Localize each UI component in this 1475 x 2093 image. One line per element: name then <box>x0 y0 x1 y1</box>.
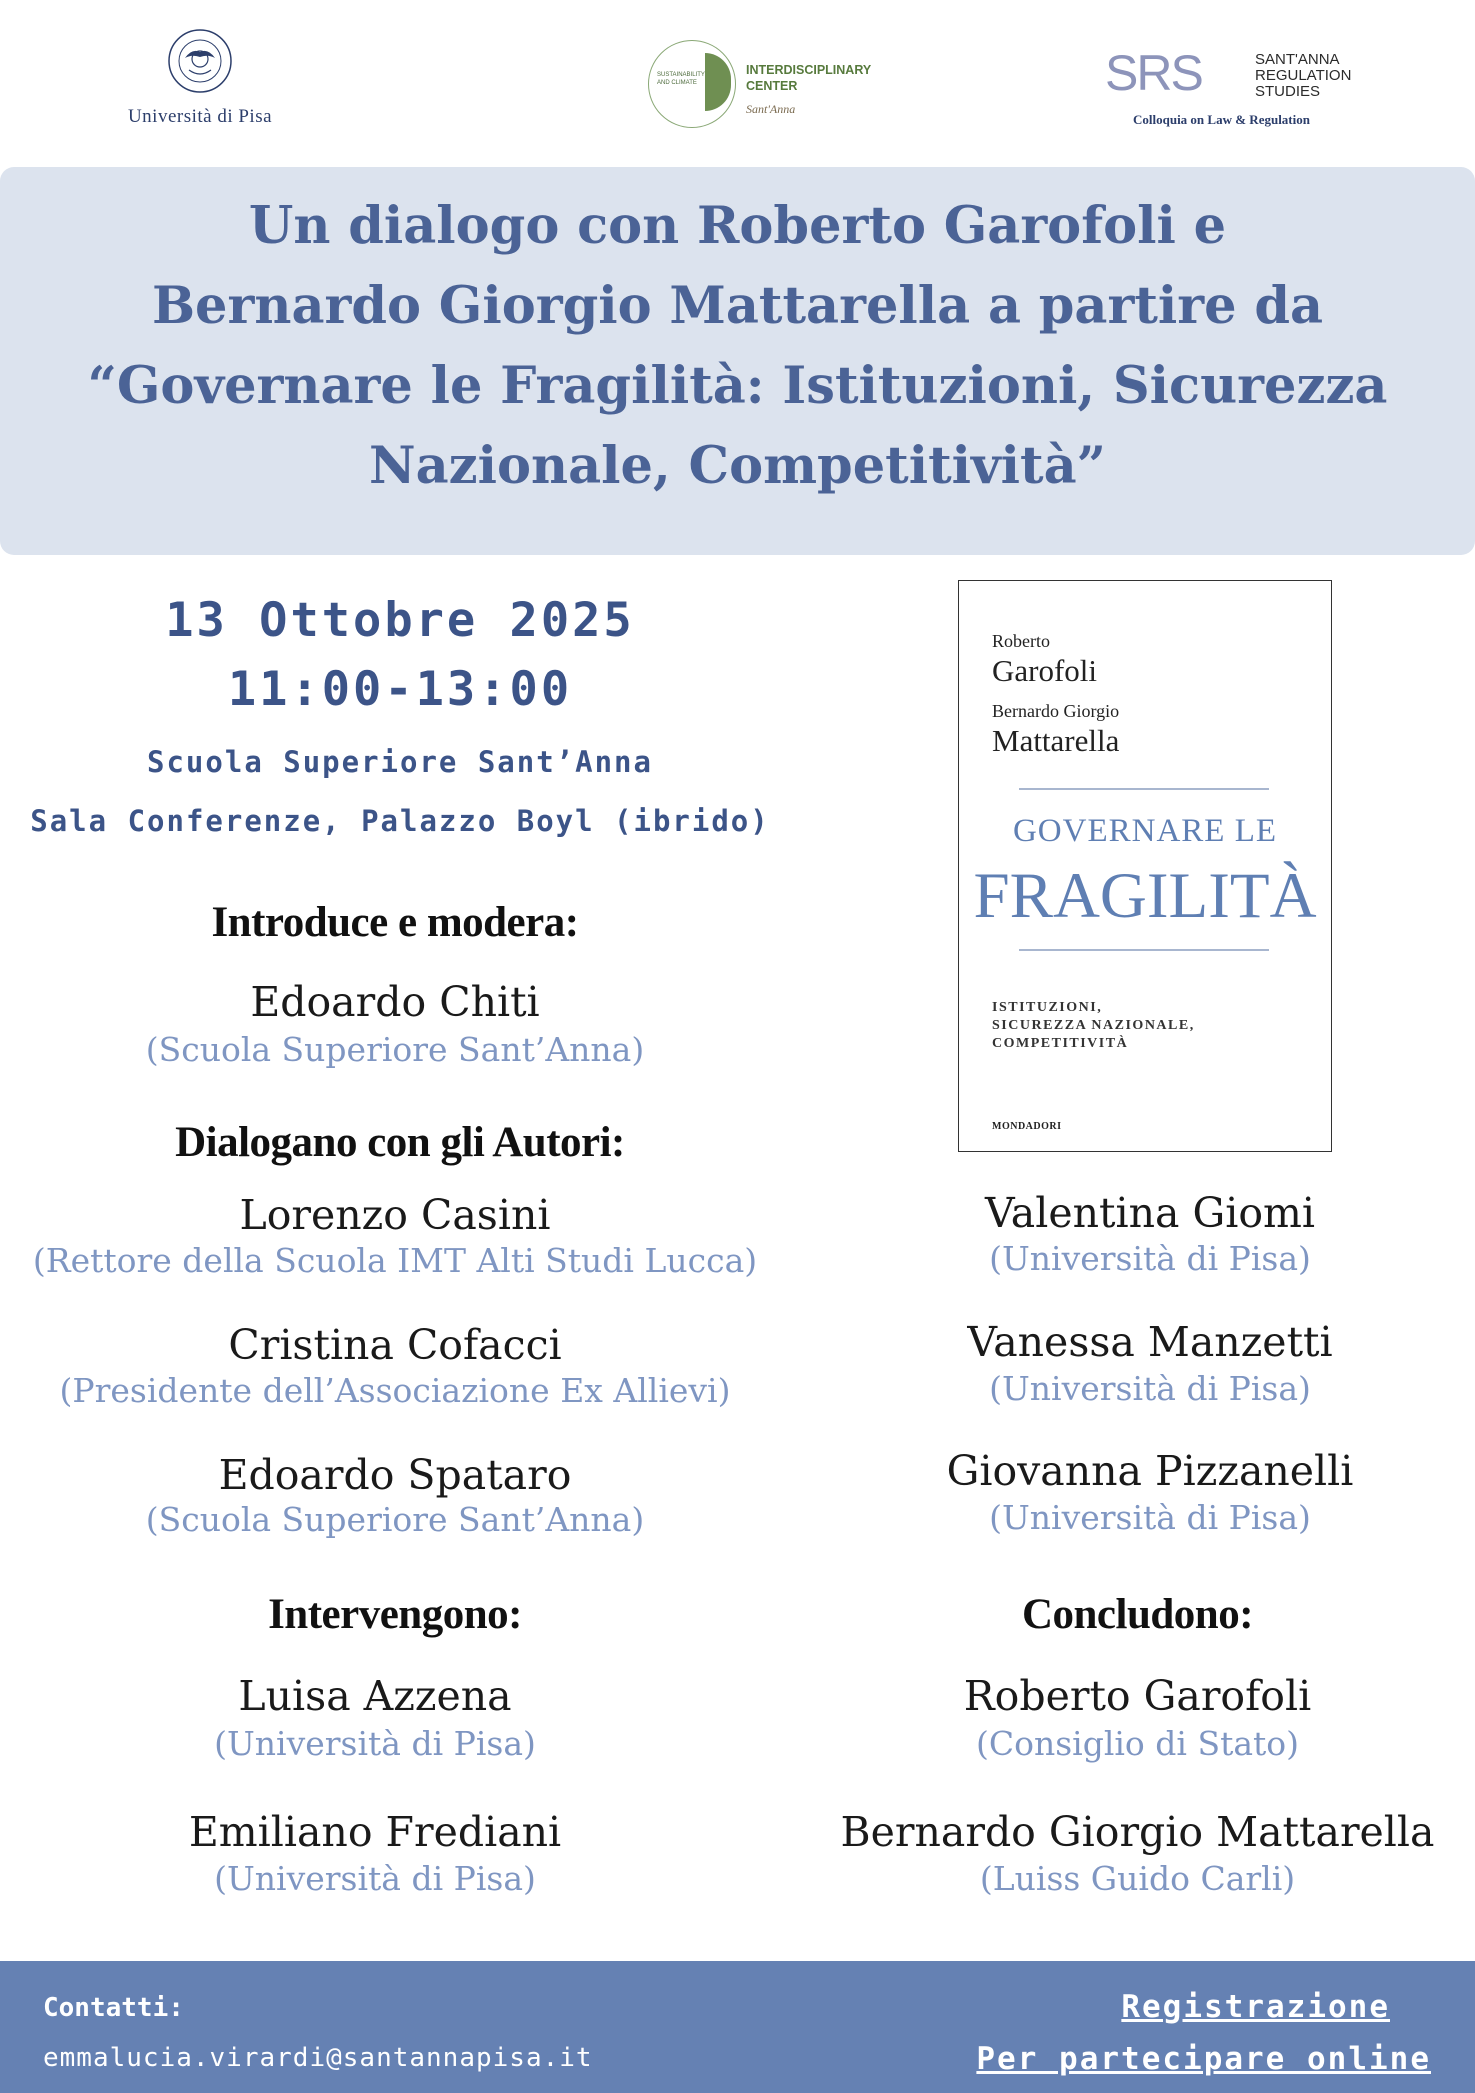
person-affiliation: (Luiss Guido Carli) <box>979 1859 1296 1898</box>
contact-email[interactable]: emmalucia.virardi@santannapisa.it <box>43 2043 593 2073</box>
book-subtitle-line-2: SICUREZZA NAZIONALE, <box>992 1018 1195 1033</box>
person-affiliation: (Università di Pisa) <box>989 1239 1311 1278</box>
person-affiliation: (Presidente dell’Associazione Ex Allievi) <box>59 1371 731 1410</box>
venue-line-2: Sala Conferenze, Palazzo Boyl (ibrido) <box>30 804 770 838</box>
person-affiliation: (Scuola Superiore Sant’Anna) <box>145 1030 645 1069</box>
leaf-circle-icon <box>648 40 736 128</box>
person-affiliation: (Consiglio di Stato) <box>975 1724 1300 1763</box>
book-subtitle-line-3: COMPETITIVITÀ <box>992 1036 1129 1051</box>
person-name: Vanessa Manzetti <box>967 1318 1333 1366</box>
srs-line-2: REGULATION <box>1255 67 1352 84</box>
person-affiliation: (Scuola Superiore Sant’Anna) <box>145 1500 645 1539</box>
srs-logo <box>1105 45 1365 138</box>
person-name: Giovanna Pizzanelli <box>946 1447 1354 1495</box>
person-affiliation: (Università di Pisa) <box>989 1369 1311 1408</box>
center-label <box>746 62 871 94</box>
book-author2-last: Mattarella <box>992 723 1120 758</box>
book-rule-bottom <box>1019 949 1269 951</box>
event-date: 13 Ottobre 2025 <box>165 593 635 648</box>
online-participation-link[interactable]: Per partecipare online <box>976 2041 1431 2077</box>
dialogano-heading: Dialogano con gli Autori: <box>175 1119 625 1166</box>
title-line-4: Nazionale, Competitività” <box>369 436 1106 496</box>
book-cover <box>958 580 1332 1152</box>
person-name: Edoardo Chiti <box>250 978 540 1026</box>
introduce-heading: Introduce e modera: <box>211 899 579 946</box>
footer-bar <box>0 1961 1475 2093</box>
person-affiliation: (Rettore della Scuola IMT Alti Studi Lucca) <box>32 1241 758 1280</box>
event-time: 11:00-13:00 <box>227 662 573 717</box>
registration-link[interactable]: Registrazione <box>1121 1989 1390 2025</box>
intervengono-heading: Intervengono: <box>268 1591 522 1638</box>
person-affiliation: (Università di Pisa) <box>989 1498 1311 1537</box>
center-subtitle: Sant'Anna <box>746 102 796 116</box>
title-line-3: “Governare le Fragilità: Istituzioni, Sicurezza <box>87 356 1388 416</box>
center-label-line-2: CENTER <box>746 79 798 93</box>
book-title-main: FRAGILITÀ <box>973 860 1317 932</box>
person-name: Emiliano Frediani <box>188 1808 562 1856</box>
venue-line-1: Scuola Superiore Sant’Anna <box>147 745 653 779</box>
person-name: Luisa Azzena <box>238 1672 512 1720</box>
title-line-1: Un dialogo con Roberto Garofoli e <box>248 196 1227 256</box>
book-subtitle-line-1: ISTITUZIONI, <box>992 1000 1103 1015</box>
book-subtitle <box>992 999 1292 1053</box>
srs-line-1: SANT'ANNA <box>1255 51 1340 68</box>
srs-tagline: Colloquia on Law & Regulation <box>1133 112 1310 127</box>
person-name: Edoardo Spataro <box>218 1451 572 1499</box>
person-name: Bernardo Giorgio Mattarella <box>840 1808 1435 1856</box>
universita-di-pisa-logo <box>100 28 300 138</box>
srs-text <box>1255 52 1351 100</box>
title-line-2: Bernardo Giorgio Mattarella a partire da <box>151 276 1324 336</box>
center-label-line-1: INTERDISCIPLINARY <box>746 63 872 77</box>
book-rule-top <box>1019 788 1269 790</box>
book-author2-first: Bernardo Giorgio <box>992 701 1120 721</box>
universita-di-pisa-name: Università di Pisa <box>127 106 273 127</box>
person-name: Valentina Giomi <box>984 1189 1316 1237</box>
interdisciplinary-center-logo <box>648 40 883 130</box>
cherubim-seal-icon <box>167 28 233 94</box>
book-author1-first: Roberto <box>992 631 1050 651</box>
book-publisher: MONDADORI <box>992 1121 1062 1132</box>
book-title-top: GOVERNARE LE <box>1012 813 1278 849</box>
book-author1-last: Garofoli <box>992 653 1098 688</box>
person-name: Lorenzo Casini <box>239 1191 551 1239</box>
title-banner <box>0 167 1475 555</box>
person-affiliation: (Università di Pisa) <box>214 1724 536 1763</box>
srs-line-3: STUDIES <box>1255 83 1321 100</box>
srs-mark: SRS <box>1105 45 1202 101</box>
person-name: Cristina Cofacci <box>228 1321 562 1369</box>
contacts-label: Contatti: <box>43 1993 184 2023</box>
concludono-heading: Concludono: <box>1021 1591 1254 1638</box>
sustainability-label: SUSTAINABILITY AND CLIMATE <box>657 72 705 86</box>
person-name: Roberto Garofoli <box>963 1672 1312 1720</box>
person-affiliation: (Università di Pisa) <box>214 1859 536 1898</box>
